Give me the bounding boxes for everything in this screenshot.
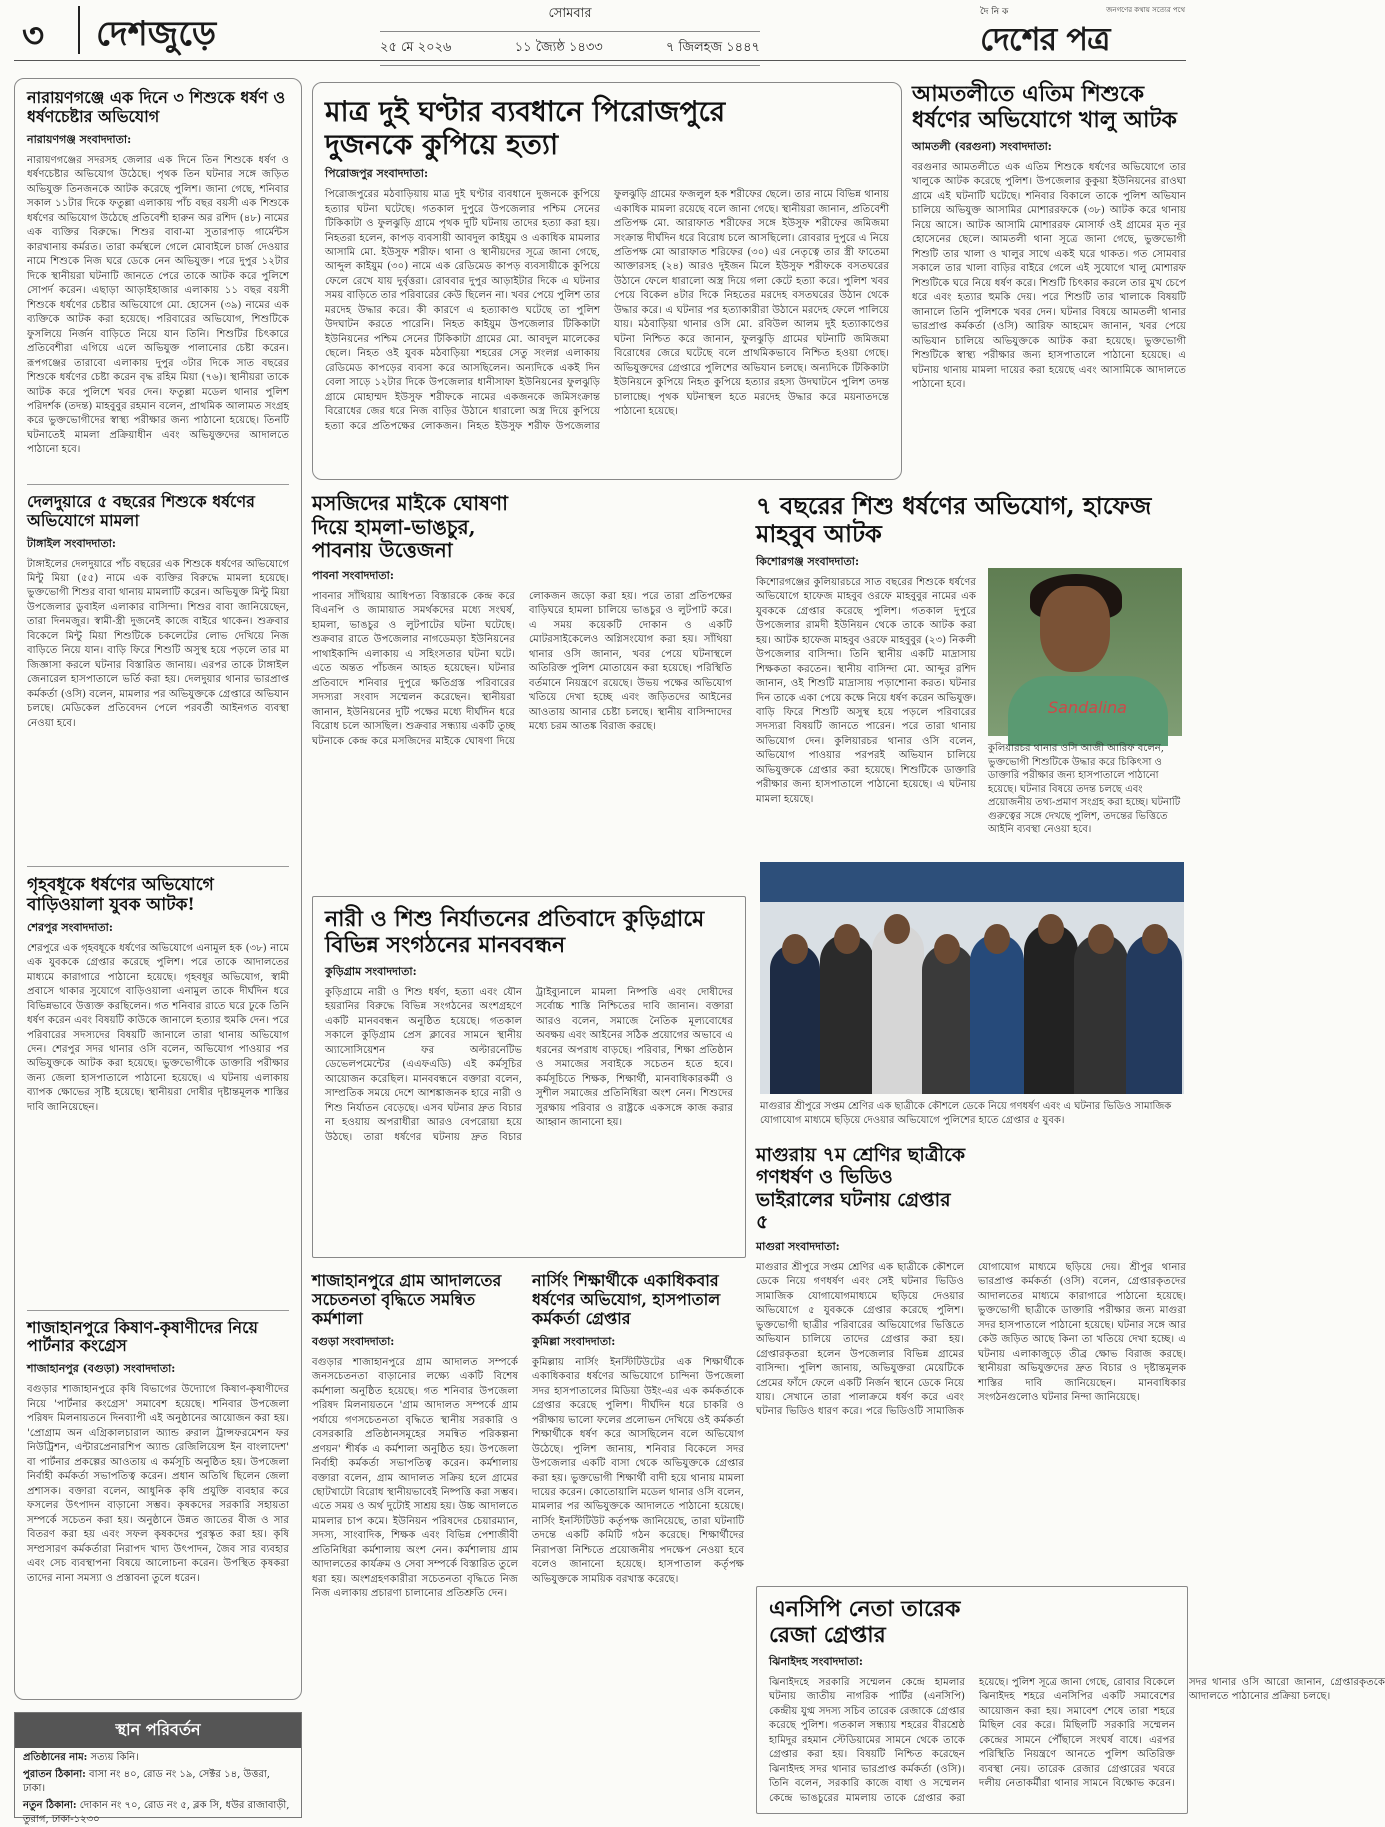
- article-byline: শেরপুর সংবাদদাতা:: [27, 920, 113, 934]
- article-body: শেরপুরে এক গৃহবধূকে ধর্ষণের অভিযোগে এনামুল হক (৩৮) নামে এক যুবককে গ্রেপ্তার করেছে পুলিশ। পরে তাকে আদালতের মাধ্যমে কারাগারে পাঠানো হয়েছে। গৃহবধূর অভিযোগ, স্বামী প্রবাসে থাকার সুযোগে বাড়িওয়ালা এনামুল তাকে দীর্ঘদিন ধরে বিভিন্নভাবে উত্ত্যক্ত করছিলেন। গত শনিবার রাতে ঘরে ঢুকে তিনি ধর্ষণ করেন এবং বিষয়টি কাউকে জানালে হত্যার হুমকি দেন। পরে পরিবারের সদস্যদের বিষয়টি জানালে তারা থানায় অভিযোগ দেন। শেরপুর সদর থানার ওসি বলেন, অভিযোগ পাওয়ার পর অভিযুক্তকে আটক করা হয়েছে। ভুক্তভোগীকে ডাক্তারি পরীক্ষার জন্য জেলা হাসপাতালে পাঠানো হয়েছে। এ ঘটনায় এলাকায় ব্যাপক ক্ষোভের সৃষ্টি হয়েছে। স্থানীয়রা দোষীর দৃষ্টান্তমূলক শাস্তির দাবি জানিয়েছেন।: [27, 942, 289, 1113]
- day-name: সোমবার: [548, 6, 592, 21]
- date-hijri: ৭ জিলহজ ১৪৪৭: [666, 40, 760, 55]
- logo-prefix: দৈ নি ক: [980, 7, 1009, 17]
- article-title: নার্সিং শিক্ষার্থীকে একাধিকবার ধর্ষণের অভিযোগ, হাসপাতাল কর্মকর্তা গ্রেপ্তার: [532, 1271, 721, 1328]
- article-magura: [756, 1144, 1186, 1570]
- person-shape: [1024, 924, 1078, 1094]
- date-bangla: ১১ জ্যৈষ্ঠ ১৪৩৩: [514, 40, 603, 55]
- article-title: মাগুরায় ৭ম শ্রেণির ছাত্রীকে গণধর্ষণ ও ভিডিও ভাইরালের ঘটনায় গ্রেপ্তার ৫: [756, 1144, 966, 1234]
- article-shajahanpur-congress: [27, 1319, 289, 1736]
- article-title: দেলদুয়ারে ৫ বছরের শিশুকে ধর্ষণের অভিযোগে মামলা: [27, 491, 255, 530]
- person-shape: [1074, 934, 1128, 1094]
- article-byline: টাঙ্গাইল সংবাদদাতা:: [27, 536, 116, 550]
- article-byline: শাজাহানপুর (বগুড়া) সংবাদদাতা:: [27, 1362, 176, 1376]
- article-title: গৃহবধূকে ধর্ষণের অভিযোগে বাড়িওয়ালা যুবক আটক!: [27, 874, 214, 915]
- header-rule: [14, 60, 1186, 61]
- section-title: দেশজুড়ে: [96, 14, 217, 54]
- head-shape: [782, 934, 808, 964]
- article-title: নারায়ণগঞ্জে এক দিনে ৩ শিশুকে ধর্ষণ ও ধর্ষণচেষ্টার অভিযোগ: [27, 88, 286, 126]
- arrested-group-photo: [760, 862, 1184, 1094]
- date-block: [380, 4, 760, 66]
- article-byline: কিশোরগঞ্জ সংবাদদাতা:: [756, 554, 860, 568]
- face-shape: [1040, 586, 1110, 672]
- article-body: পিরোজপুরের মঠবাড়িয়ায় মাত্র দুই ঘণ্টার ব্যবধানে দুজনকে কুপিয়ে হত্যার ঘটনা ঘটেছে। গতকাল দুপুরে উপজেলার পশ্চিম সেনের টিকিকাটা ও ফুলঝুড়ি গ্রামে পৃথক দুটি ঘটনায় তাদের হত্যা করা হয়। নিহতরা হলেন, কাপড় ব্যবসায়ী আবদুল কাইয়ুম ও একাধিক মামলার আসামি মো. ইউসুফ শরীফ। থানা ও স্থানীয়দের সূত্রে জানা গেছে, আব্দুল কাইয়ুম (৩০) নামে এক রেডিমেড কাপড় ব্যবসায়ীকে কুপিয়ে ফেলে রেখে যায় দুর্বৃত্তরা। রোববার দুপুর আড়াইটার দিকে এ ঘটনার সময় বাড়িতে তার পরিবারের কেউ ছিলেন না। খবর পেয়ে পুলিশ তার মরদেহ উদ্ধার করে। কী কারণে এ হত্যাকাণ্ড ঘটেছে তা পুলিশ উদঘাটন করতে পারেনি। নিহত কাইয়ুম উপজেলার টিকিকাটা ইউনিয়নের পশ্চিম সেনের টিকিকাটা গ্রামের মো. আবদুল মালেকের ছেলে। নিহত ওই যুবক মঠবাড়িয়া শহরের সেতু সংলগ্ন এলাকায় রেডিমেড কাপড়ের ব্যবসা করে আসছিলেন। অন্যদিকে একই দিন বেলা সাড়ে ১২টার দিকে উপজেলার ধানীসাফা ইউনিয়নের ফুলঝুড়ি গ্রামে মোহাম্মদ ইউসুফ শরীফকে নামের একজনকে জমিসংক্রান্ত বিরোধের জের ধরে নিজ বাড়ির উঠানে ধারালো অস্ত্র দিয়ে কুপিয়ে হত্যা করে প্রতিপক্ষের লোকজন। নিহত ইউসুফ শরীফ উপজেলার ফুলঝুড়ি গ্রামের ফজলুল হক শরীফের ছেলে। তার নামে বিভিন্ন থানায় একাধিক মামলা রয়েছে বলে জানা গেছে। স্থানীয়রা জানান, প্রতিবেশী প্রতিপক্ষ মো. আরাফাত শরীফের সঙ্গে ইউসুফ শরীফের জমিজমা সংক্রান্ত দীর্ঘদিন ধরে বিরোধ চলে আসছিলো। রোবরার দুপুরে এ নিয়ে প্রতিপক্ষ মো আরাফাত শরিফের (৩০) এর নেতৃত্বে তার স্ত্রী ফাতেমা আক্তারসহ (২৪) আরও দুইজন মিলে ইউসুফ শরীফকে বসতঘরের উঠানে ফেলে ধারালো অস্ত্র দিয়ে গলা কেটে হত্যা করে। পুলিশ খবর পেয়ে বিকেল ৪টার দিকে নিহতের মরদেহ বসতঘরের উঠান থেকে উদ্ধার করে। এ ঘটনার পর হত্যাকারীরা উঠানে মরদেহ ফেলে পালিয়ে যায়। মঠবাড়িয়া থানার ওসি মো. রবিউল আলম দুই হত্যাকাণ্ডের ঘটনা নিশ্চিত করে জানান, ফুলঝুড়ি গ্রামের ঘটনাটি জমিজমা বিরোধের জেরে ঘটেছে বলে প্রাথমিকভাবে নিশ্চিত হওয়া গেছে। অভিযুক্তদের গ্রেপ্তারে পুলিশের অভিযান চলছে। অন্যদিকে টিকিকাটা ইউনিয়নে কুপিয়ে নিহত কুপিয়ে হত্যার রহস্য উদঘাটনে পুলিশ তদন্ত চালাচ্ছে। পৃথক ঘটনাস্থল হতে মরদেহ উদ্ধার করে ময়নাতদন্তে পাঠানো হয়েছে।: [325, 189, 889, 432]
- head-shape: [884, 914, 910, 944]
- wall-banner-shape: [760, 862, 1184, 902]
- article-title: মাত্র দুই ঘণ্টার ব্যবধানে পিরোজপুরে দুজনকে কুপিয়ে হত্যা: [325, 95, 726, 162]
- article-kurigram: [312, 896, 746, 1258]
- notice-line: পুরাতন ঠিকানা: বাসা নং ৪০, রোড নং ১৯, সেক্টর ১৪, উত্তরা, ঢাকা।: [23, 1769, 270, 1794]
- article-body: কুড়িগ্রামে নারী ও শিশু ধর্ষণ, হত্যা এবং যৌন হয়রানির বিরুদ্ধে বিভিন্ন সংগঠনের অংশগ্রহণে একটি মানববন্ধন অনুষ্ঠিত হয়েছে। গতকাল সকালে কুড়িগ্রাম প্রেস ক্লাবের সামনে স্থানীয় অ্যাসোসিয়েশন ফর অল্টারনেটিভ ডেভেলপমেন্টের (এএফএডি) এই কর্মসূচির আয়োজন করেছিল। মানববন্ধনে বক্তারা বলেন, সাম্প্রতিক সময়ে দেশে আশঙ্কাজনক হারে নারী ও শিশু নির্যাতন বেড়েছে। এসব ঘটনার দ্রুত বিচার না হওয়ায় অপরাধীরা আরও বেপরোয়া হয়ে উঠছে। তারা ধর্ষণের ঘটনায় দ্রুত বিচার ট্রাইব্যুনালে মামলা নিষ্পত্তি এবং দোষীদের সর্বোচ্চ শাস্তি নিশ্চিতের দাবি জানান। বক্তারা আরও বলেন, সমাজে নৈতিক মূল্যবোধের অবক্ষয় এবং আইনের সঠিক প্রয়োগের অভাবে এ ধরনের অপরাধ বাড়ছে। পরিবার, শিক্ষা প্রতিষ্ঠান ও সমাজের সবাইকে সচেতন হতে হবে। কর্মসূচিতে শিক্ষক, শিক্ষার্থী, মানবাধিকারকর্মী ও সুশীল সমাজের প্রতিনিধিরা অংশ নেন। শিশুদের সুরক্ষায় পরিবার ও রাষ্ট্রকে একসঙ্গে কাজ করার আহ্বান জানানো হয়।: [325, 986, 733, 1143]
- article-pabna: [312, 492, 732, 884]
- article-ncp: [756, 1586, 1385, 1814]
- person-shape: [820, 934, 874, 1094]
- head-shape: [984, 924, 1010, 954]
- notice-line: প্রতিষ্ঠানের নাম: সত্যয় কিনি।: [23, 1752, 139, 1763]
- article-title: এনসিপি নেতা তারেক রেজা গ্রেপ্তার: [769, 1596, 961, 1648]
- article-title: ৭ বছরের শিশু ধর্ষণের অভিযোগ, হাফেজ মাহবুব আটক: [756, 491, 1152, 549]
- logo-tagline: জনগণের কথায় সত্যের পথে: [1106, 6, 1185, 14]
- article-body: বরগুনার আমতলীতে এক এতিম শিশুকে ধর্ষণের অভিযোগে তার খালুকে আটক করেছে পুলিশ। উপজেলার কুকুয়া ইউনিয়নের রাওঘা গ্রামে এই ঘটনাটি ঘটেছে। শনিবার বিকালে তাকে পুলিশ অভিযান চালিয়ে অভিযুক্ত আসামির মোশাররফকে (৩৮) আটক করে থানায় নিয়ে আসে। আটক আসামি মোশাররফ মোসার্ফ ওই গ্রামের মৃত নূর হোসেনের ছেলে। আমতলী থানা সূত্রে জানা গেছে, ভুক্তভোগী শিশুটি তার খালা ও খালুর সাথে একই ঘরে থাকত। গত সোমবার সকালে তার খালা বাড়ির বাইরে গেলে এই সুযোগে খালু মোশারফ শিশুটিকে ঘরে নিয়ে ধর্ষণ করে। শিশুটি চিৎকার করলে তার মুখ চেপে ধরে এবং হত্যার হুমকি দেয়। পরে শিশুটি তার খালাকে বিষয়টি জানালে তিনি পুলিশকে খবর দেন। ঘটনার বিষয়ে আমতলী থানার ভারপ্রাপ্ত কর্মকর্তা (ওসি) আরিফ আহমেদ জানান, খবর পেয়ে অভিযান চালিয়ে অভিযুক্তকে আটক করা হয়েছে। ভুক্তভোগী শিশুটিকে স্বাস্থ্য পরীক্ষার জন্য হাসপাতালে পাঠানো হয়েছে। এ ঘটনায় থানায় মামলা দায়ের করা হয়েছে এবং আসামিকে আদালতে পাঠানো হবে।: [912, 161, 1186, 391]
- article-pirojpur: [312, 82, 902, 480]
- head-shape: [934, 934, 960, 964]
- article-byline: পাবনা সংবাদদাতা:: [312, 568, 394, 582]
- article-body: ঝিনাইদহে সরকারি সম্মেলন কেন্দ্রে হামলার ঘটনায় জাতীয় নাগরিক পার্টির (এনসিপি) কেন্দ্রীয় যুগ্ম সদস্য সচিব তারেক রেজাকে গ্রেপ্তার করেছে পুলিশ। গতকাল সন্ধ্যায় শহরের বীরশ্রেষ্ঠ হামিদুর রহমান স্টেডিয়ামের সামনে থেকে তাকে গ্রেপ্তার করা হয়। বিষয়টি নিশ্চিত করেছেন ঝিনাইদহ সদর থানার ভারপ্রাপ্ত কর্মকর্তা (ওসি)। তিনি বলেন, সরকারি কাজে বাধা ও সম্মেলন কেন্দ্রে ভাঙচুরের মামলায় তাকে গ্রেপ্তার করা হয়েছে। পুলিশ সূত্রে জানা গেছে, রোবার বিকেলে ঝিনাইদহ শহরে এনসিপির একটি সমাবেশের আয়োজন করা হয়। সমাবেশ শেষে তারা শহরে মিছিল বের করে। মিছিলটি সরকারি সম্মেলন কেন্দ্রের সামনে পৌঁছালে সংঘর্ষ বাধে। এরপর পরিস্থিতি নিয়ন্ত্রণে আনতে পুলিশ অতিরিক্ত ব্যবস্থা নেয়। তারেক রেজার গ্রেপ্তারের খবরে দলীয় নেতাকর্মীরা থানার সামনে বিক্ষোভ করেন। সদর থানার ওসি আরো জানান, গ্রেপ্তারকৃতকে আদালতে পাঠানোর প্রক্রিয়া চলছে।: [769, 1676, 1385, 1804]
- notice-title: স্থান পরিবর্তন: [15, 1713, 301, 1748]
- article-byline: আমতলী (বরগুনা) সংবাদদাতা:: [912, 139, 1052, 153]
- article-byline: কুমিল্লা সংবাদদাতা:: [532, 1334, 616, 1348]
- article-title: মসজিদের মাইকে ঘোষণা দিয়ে হামলা-ভাঙচুর, পাবনায় উত্তেজনা: [312, 491, 508, 563]
- person-shape: [1126, 934, 1182, 1094]
- page-number: ৩: [22, 16, 45, 56]
- newspaper-logo: [980, 4, 1185, 58]
- divider: [27, 1310, 289, 1311]
- article-title: শাজাহানপুরে গ্রাম আদালতের সচেতনতা বৃদ্ধিতে সমন্বিত কর্মশালা: [312, 1271, 502, 1328]
- shirt-shape: Sandalina: [1008, 676, 1168, 746]
- person-shape: [770, 944, 820, 1094]
- left-column: [14, 78, 302, 1700]
- person-shape: [872, 924, 924, 1094]
- article-deldur: [27, 493, 289, 858]
- article-byline: পিরোজপুর সংবাদদাতা:: [325, 167, 429, 181]
- article-byline: বগুড়া সংবাদদাতা:: [312, 1334, 395, 1348]
- head-shape: [1142, 924, 1168, 954]
- article-body: কিশোরগঞ্জের কুলিয়ারচরে সাত বছরের শিশুকে ধর্ষণের অভিযোগে হাফেজ মাহবুব ওরফে মাহবুবুর নামের এক যুবককে গ্রেপ্তার করেছে পুলিশ। গতকাল দুপুরে উপজেলার রামদী ইউনিয়ন থেকে তাকে আটক করা হয়। আটক হাফেজ মাহবুব ওরফে মাহবুবুর (২৩) নিকলী উপজেলার বাসিন্দা। তিনি স্থানীয় একটি মাদ্রাসায় শিক্ষকতা করতেন। স্থানীয় বাসিন্দা মো. আব্দুর রশিদ জানান, ওই শিশুটি মাদ্রাসায় পড়াশোনা করত। ঘটনার দিন তাকে একা পেয়ে কক্ষে নিয়ে ধর্ষণ করেন অভিযুক্ত। বাড়ি ফিরে শিশুটি অসুস্থ হয়ে পড়লে পরিবারের সদস্যরা বিষয়টি জানতে পারেন। পরে তারা থানায় অভিযোগ দেন। কুলিয়ারচর থানার ওসি বলেন, অভিযোগ পাওয়ার পরপরই অভিযান চালিয়ে অভিযুক্তকে গ্রেপ্তার করা হয়েছে। শিশুটিকে ডাক্তারি পরীক্ষার জন্য হাসপাতালে পাঠানো হয়েছে। এ ঘটনায় মামলা হয়েছে।: [756, 576, 976, 805]
- article-nursing: [532, 1272, 744, 1812]
- person-shape: [970, 934, 1024, 1094]
- accused-photo: [988, 568, 1182, 736]
- notice-box: [14, 1712, 302, 1825]
- article-body: কুমিল্লায় নার্সিং ইনস্টিটিউটের এক শিক্ষার্থীকে একাধিকবার ধর্ষণের অভিযোগে চান্দিনা উপজেলা সদর হাসপাতালের মিডিয়া উইং-এর এক কর্মকর্তাকে গ্রেপ্তার করেছে পুলিশ। দীর্ঘদিন ধরে চাকরি ও পরীক্ষায় ভালো ফলের প্রলোভন দেখিয়ে ওই কর্মকর্তা শিক্ষার্থীকে ধর্ষণ করে আসছিলেন বলে অভিযোগ উঠেছে। পুলিশ জানায়, শনিবার বিকেলে সদর উপজেলার একটি বাসা থেকে অভিযুক্তকে গ্রেপ্তার করা হয়। ভুক্তভোগী শিক্ষার্থী বাদী হয়ে থানায় মামলা দায়ের করেন। কোতোয়ালি মডেল থানার ওসি বলেন, মামলার পর অভিযুক্তকে আদালতে পাঠানো হয়েছে। নার্সিং ইনস্টিটিউট কর্তৃপক্ষ জানিয়েছে, তারা ঘটনাটি তদন্তে একটি কমিটি গঠন করেছে। শিক্ষার্থীদের নিরাপত্তা নিশ্চিতে প্রয়োজনীয় পদক্ষেপ নেওয়া হবে বলেও জানানো হয়েছে। হাসপাতাল কর্তৃপক্ষ অভিযুক্তকে সাময়িক বরখাস্ত করেছে।: [532, 1356, 744, 1585]
- photo-caption: কুলিয়ারচর থানার ওসি আজী আরিফ বলেন, ভুক্তভোগী শিশুটিকে উদ্ধার করে চিকিৎসা ও ডাক্তারি পরীক্ষার জন্য হাসপাতালে পাঠানো হয়েছে। ঘটনার বিষয়ে তদন্ত চলছে এবং প্রয়োজনীয় তথ্য-প্রমাণ সংগ্রহ করা হচ্ছে। ঘটনাটি গুরুত্বের সঙ্গে দেখছে পুলিশ, তদন্তের ভিত্তিতে আইনি ব্যবস্থা নেওয়া হবে।: [988, 743, 1181, 835]
- article-title: শাজাহানপুরে কিষাণ-কৃষাণীদের নিয়ে পার্টনার কংগ্রেস: [27, 1317, 258, 1356]
- article-narayanganj: [27, 89, 289, 476]
- logo-name: দেশের পত্র: [980, 20, 1110, 58]
- divider: [27, 484, 289, 485]
- article-body: মাগুরার শ্রীপুরে সপ্তম শ্রেণির এক ছাত্রীকে কৌশলে ডেকে নিয়ে গণধর্ষণ এবং সেই ঘটনার ভিডিও সামাজিক যোগাযোগমাধ্যমে ছড়িয়ে দেওয়ার অভিযোগে ৫ যুবককে গ্রেপ্তার করেছে পুলিশ। ভুক্তভোগী ছাত্রীর পরিবারের অভিযোগের ভিত্তিতে অভিযান চালিয়ে তাদের গ্রেপ্তার করা হয়। গ্রেপ্তারকৃতরা হলেন উপজেলার বিভিন্ন গ্রামের বাসিন্দা। পুলিশ জানায়, অভিযুক্তরা মেয়েটিকে প্রেমের ফাঁদে ফেলে একটি নির্জন স্থানে ডেকে নিয়ে যায়। সেখানে তারা পালাক্রমে ধর্ষণ করে এবং ঘটনার ভিডিও ধারণ করে। পরে ভিডিওটি সামাজিক যোগাযোগ মাধ্যমে ছড়িয়ে দেয়। শ্রীপুর থানার ভারপ্রাপ্ত কর্মকর্তা (ওসি) বলেন, গ্রেপ্তারকৃতদের আদালতের মাধ্যমে কারাগারে পাঠানো হয়েছে। ভুক্তভোগী ছাত্রীকে ডাক্তারি পরীক্ষার জন্য মাগুরা সদর হাসপাতালে পাঠানো হয়েছে। ঘটনার সঙ্গে আর কেউ জড়িত আছে কিনা তা খতিয়ে দেখা হচ্ছে। এ ঘটনায় এলাকাজুড়ে তীব্র ক্ষোভ বিরাজ করছে। স্থানীয়রা অভিযুক্তদের দ্রুত বিচার ও দৃষ্টান্তমূলক শাস্তির দাবি জানিয়েছেন। মানবাধিকার সংগঠনগুলোও ঘটনার নিন্দা জানিয়েছে।: [756, 1261, 1186, 1418]
- article-body: নারায়ণগঞ্জের সদরসহ জেলার এক দিনে তিন শিশুকে ধর্ষণ ও ধর্ষণচেষ্টার অভিযোগ উঠেছে। পৃথক তিন ঘটনার সঙ্গে জড়িত অভিযুক্ত তিনজনকে আটক করেছে পুলিশ। জানা গেছে, শনিবার সকাল ১১টার দিকে ফতুল্লা এলাকায় পাঁচ বছর বয়সী এক শিশুকে ধর্ষণের অভিযোগ উঠেছে প্রতিবেশী হারুন অর রশিদ (৪৮) নামের এক ব্যক্তির বিরুদ্ধে। শিশুর বাবা-মা সুতারপাড় গার্মেন্টস কারখানায় কর্মরত। তারা কর্মস্থলে গেলে মোবাইলে চার্জ দেওয়ার নামে শিশুকে নিজ ঘরে ডেকে নেন অভিযুক্ত। পরে দুপুর ১২টার দিকে স্থানীয়রা ঘটনাটি জানতে পেরে তাকে আটক করে পুলিশে সোপর্দ করেন। এছাড়া আড়াইহাজার এলাকায় ১১ বছর বয়সী শিশুকে ধর্ষণের চেষ্টার অভিযোগে মো. হোসেন (৩৯) নামের এক ব্যক্তিকে আটক করা হয়েছে। পরিবারের অভিযোগ, শিশুটিকে ফুসলিয়ে নির্জন বাড়িতে নিয়ে যান তিনি। শিশুটির চিৎকারে প্রতিবেশীরা এগিয়ে এলে অভিযুক্ত পালানোর চেষ্টা করেন। রূপগঞ্জের তারাবো এলাকায় দুপুর ৩টার দিকে সাত বছরের শিশুকে ধর্ষণের চেষ্টা করেন বৃদ্ধ রহিম মিয়া (৭৬)। স্থানীয়রা তাকে আটক করে পুলিশে খবর দেন। ফতুল্লা মডেল থানার পুলিশ পরিদর্শক (তদন্ত) মাহবুবুর রহমান বলেন, প্রাথমিক আলামত সংগ্রহ করে ভুক্তভোগীদের স্বাস্থ্য পরীক্ষার জন্য পাঠানো হয়েছে। তিনটি ঘটনাতেই মামলা প্রক্রিয়াধীন এবং অভিযুক্তদের আদালতে পাঠানো হবে।: [27, 154, 289, 456]
- article-sherpur: [27, 875, 289, 1302]
- article-title: নারী ও শিশু নির্যাতনের প্রতিবাদে কুড়িগ্রামে বিভিন্ন সংগঠনের মানববন্ধন: [325, 906, 705, 958]
- article-title: আমতলীতে এতিম শিশুকে ধর্ষণের অভিযোগে খালু আটক: [912, 81, 1177, 133]
- notice-line: নতুন ঠিকানা: দোকান নং ৭০, রোড নং ৫, ব্লক সি, ধউর রাজাবাড়ী, তুরাগ, ঢাকা-১২৩০: [23, 1800, 290, 1825]
- article-body: পাবনার সাঁথিয়ায় আধিপত্য বিস্তারকে কেন্দ্র করে বিএনপি ও জামায়াত সমর্থকদের মধ্যে সংঘর্ষ, হামলা, ভাঙচুর ও লুটপাটের ঘটনা ঘটেছে। শুক্রবার রাতে উপজেলার নাগডেমড়া ইউনিয়নের পাথাইকান্দি এলাকায় এ সহিংসতার ঘটনা ঘটে। এতে অন্তত পাঁচজন আহত হয়েছেন। ঘটনার প্রতিবাদে শনিবার দুপুরে ক্ষতিগ্রস্ত পরিবারের সদস্যরা সংবাদ সম্মেলন করেছেন। স্থানীয়রা জানান, ইউনিয়নের দুটি পক্ষের মধ্যে দীর্ঘদিন ধরে বিরোধ চলে আসছিল। শুক্রবার সন্ধ্যায় একটি তুচ্ছ ঘটনাকে কেন্দ্র করে মসজিদের মাইকে ঘোষণা দিয়ে লোকজন জড়ো করা হয়। পরে তারা প্রতিপক্ষের বাড়িঘরে হামলা চালিয়ে ভাঙচুর ও লুটপাট করে। এ সময় কয়েকটি দোকান ও একটি মোটরসাইকেলেও অগ্নিসংযোগ করা হয়। সাঁথিয়া থানার ওসি জানান, খবর পেয়ে ঘটনাস্থলে অতিরিক্ত পুলিশ মোতায়েন করা হয়েছে। পরিস্থিতি বর্তমানে নিয়ন্ত্রণে রয়েছে। উভয় পক্ষের অভিযোগ খতিয়ে দেখা হচ্ছে এবং জড়িতদের আইনের আওতায় আনার চেষ্টা চলছে। স্থানীয় বাসিন্দাদের মধ্যে চরম আতঙ্ক বিরাজ করছে।: [312, 590, 732, 747]
- article-shajahanpur-court: [312, 1272, 518, 1812]
- date-english: ২৫ মে ২০২৬: [380, 40, 452, 55]
- article-body: বগুড়ার শাজাহানপুরে কৃষি বিভাগের উদ্যোগে কিষাণ-কৃষাণীদের নিয়ে 'পার্টনার কংগ্রেস' সমাবেশ হয়েছে। শনিবার উপজেলা পরিষদ মিলনায়তনে দিনব্যাপী এই অনুষ্ঠানের আয়োজন করা হয়। 'প্রোগ্রাম অন এগ্রিকালচারাল অ্যান্ড রুরাল ট্রান্সফরমেশন ফর নিউট্রিশন, এন্টারপ্রেনারশিপ অ্যান্ড রেজিলিয়েন্স ইন বাংলাদেশ' বা পার্টনার প্রকল্পের আওতায় এ কর্মসূচি অনুষ্ঠিত হয়। উপজেলা নির্বাহী কর্মকর্তা সভাপতিত্ব করেন। প্রধান অতিথি ছিলেন জেলা প্রশাসক। বক্তারা বলেন, আধুনিক কৃষি প্রযুক্তি ব্যবহার করে ফসলের উৎপাদন বাড়ানো সম্ভব। কৃষকদের সরকারি সহায়তা সম্পর্কে সচেতন করা হয়। অনুষ্ঠানে উন্নত জাতের বীজ ও সার বিতরণ করা হয় এবং সফল কৃষকদের পুরস্কৃত করা হয়। কৃষি সম্প্রসারণ কর্মকর্তারা নিরাপদ খাদ্য উৎপাদন, জৈব সার ব্যবহার এবং সেচ ব্যবস্থাপনা বিষয়ে আলোচনা করেন। উপস্থিত কৃষকরা তাদের নানা সমস্যা ও প্রস্তাবনা তুলে ধরেন।: [27, 1384, 289, 1584]
- article-byline: ঝিনাইদহ সংবাদদাতা:: [769, 1654, 863, 1668]
- group-photo-caption: মাগুরার শ্রীপুরে সপ্তম শ্রেণির এক ছাত্রীকে কৌশলে ডেকে নিয়ে গণধর্ষণ এবং এ ঘটনার ভিডিও সামাজিক যোগাযোগ মাধ্যমে ছড়িয়ে দেওয়ার অভিযোগে পুলিশের হাতে গ্রেপ্তার ৫ যুবক।: [760, 1101, 1172, 1126]
- head-shape: [1038, 914, 1064, 944]
- article-byline: কুড়িগ্রাম সংবাদদাতা:: [325, 964, 417, 978]
- head-shape: [1088, 924, 1114, 954]
- person-shape: [922, 944, 974, 1094]
- header-divider: [78, 6, 80, 54]
- article-byline: নারায়ণগঞ্জ সংবাদদাতা:: [27, 132, 132, 146]
- divider: [27, 866, 289, 867]
- head-shape: [834, 924, 860, 954]
- article-amtali: [912, 82, 1186, 478]
- article-body: বগুড়ার শাজাহানপুরে গ্রাম আদালত সম্পর্কে জনসচেতনতা বাড়ানোর লক্ষ্যে একটি বিশেষ কর্মশালা অনুষ্ঠিত হয়েছে। গত শনিবার উপজেলা পরিষদ মিলনায়তনে 'গ্রাম আদালত সম্পর্কে গ্রাম পর্যায়ে গণসচেতনতা বৃদ্ধিতে স্থানীয় সরকারি ও বেসরকারি প্রতিষ্ঠানসমূহের সমন্বিত পরিকল্পনা প্রণয়ন' শীর্ষক এ কর্মশালা অনুষ্ঠিত হয়। উপজেলা নির্বাহী কর্মকর্তা সভাপতিত্ব করেন। কর্মশালায় বক্তারা বলেন, গ্রাম আদালত সক্রিয় হলে গ্রামের ছোটখাটো বিরোধ স্থানীয়ভাবেই নিষ্পত্তি করা সম্ভব। এতে সময় ও অর্থ দুটোই সাশ্রয় হয়। উচ্চ আদালতে মামলার চাপ কমে। ইউনিয়ন পরিষদের চেয়ারম্যান, সদস্য, সাংবাদিক, শিক্ষক এবং বিভিন্ন পেশাজীবী প্রতিনিধিরা কর্মশালায় অংশ নেন। কর্মশালায় গ্রাম আদালতের কার্যক্রম ও সেবা সম্পর্কে বিস্তারিত তুলে ধরা হয়। অংশগ্রহণকারীরা সচেতনতা বৃদ্ধিতে নিজ নিজ এলাকায় প্রচারণা চালানোর প্রতিশ্রুতি দেন।: [312, 1356, 518, 1600]
- article-byline: মাগুরা সংবাদদাতা:: [756, 1239, 840, 1253]
- article-body: টাঙ্গাইলের দেলদুয়ারে পাঁচ বছরের এক শিশুকে ধর্ষণের অভিযোগে মিন্টু মিয়া (৫৫) নামে এক ব্যক্তির বিরুদ্ধে মামলা হয়েছে। ভুক্তভোগী শিশুর বাবা থানায় মামলাটি করেন। অভিযুক্ত মিন্টু মিয়া উপজেলার ডুবাইল এলাকার বাসিন্দা। শিশুর বাবা জানিয়েছেন, তারা দিনমজুর। স্বামী-স্ত্রী দুজনেই কাজে বাইরে থাকেন। শুক্রবার বিকেলে মিন্টু মিয়া শিশুটিকে চকলেটের লোভ দেখিয়ে নিজ বাড়িতে নিয়ে যান। বাড়ি ফিরে শিশুটি অসুস্থ হয়ে পড়লে তার মা জিজ্ঞাসা করলে ঘটনার বিস্তারিত জানায়। এরপর তাকে টাঙ্গাইল জেনারেল হাসপাতালে ভর্তি করা হয়। দেলদুয়ার থানার ভারপ্রাপ্ত কর্মকর্তা (ওসি) বলেন, মামলার পর অভিযুক্তকে গ্রেপ্তারে অভিযান চলছে। মেডিকেল প্রতিবেদন পেলে পরবর্তী আইনগত ব্যবস্থা নেওয়া হবে।: [27, 558, 289, 729]
